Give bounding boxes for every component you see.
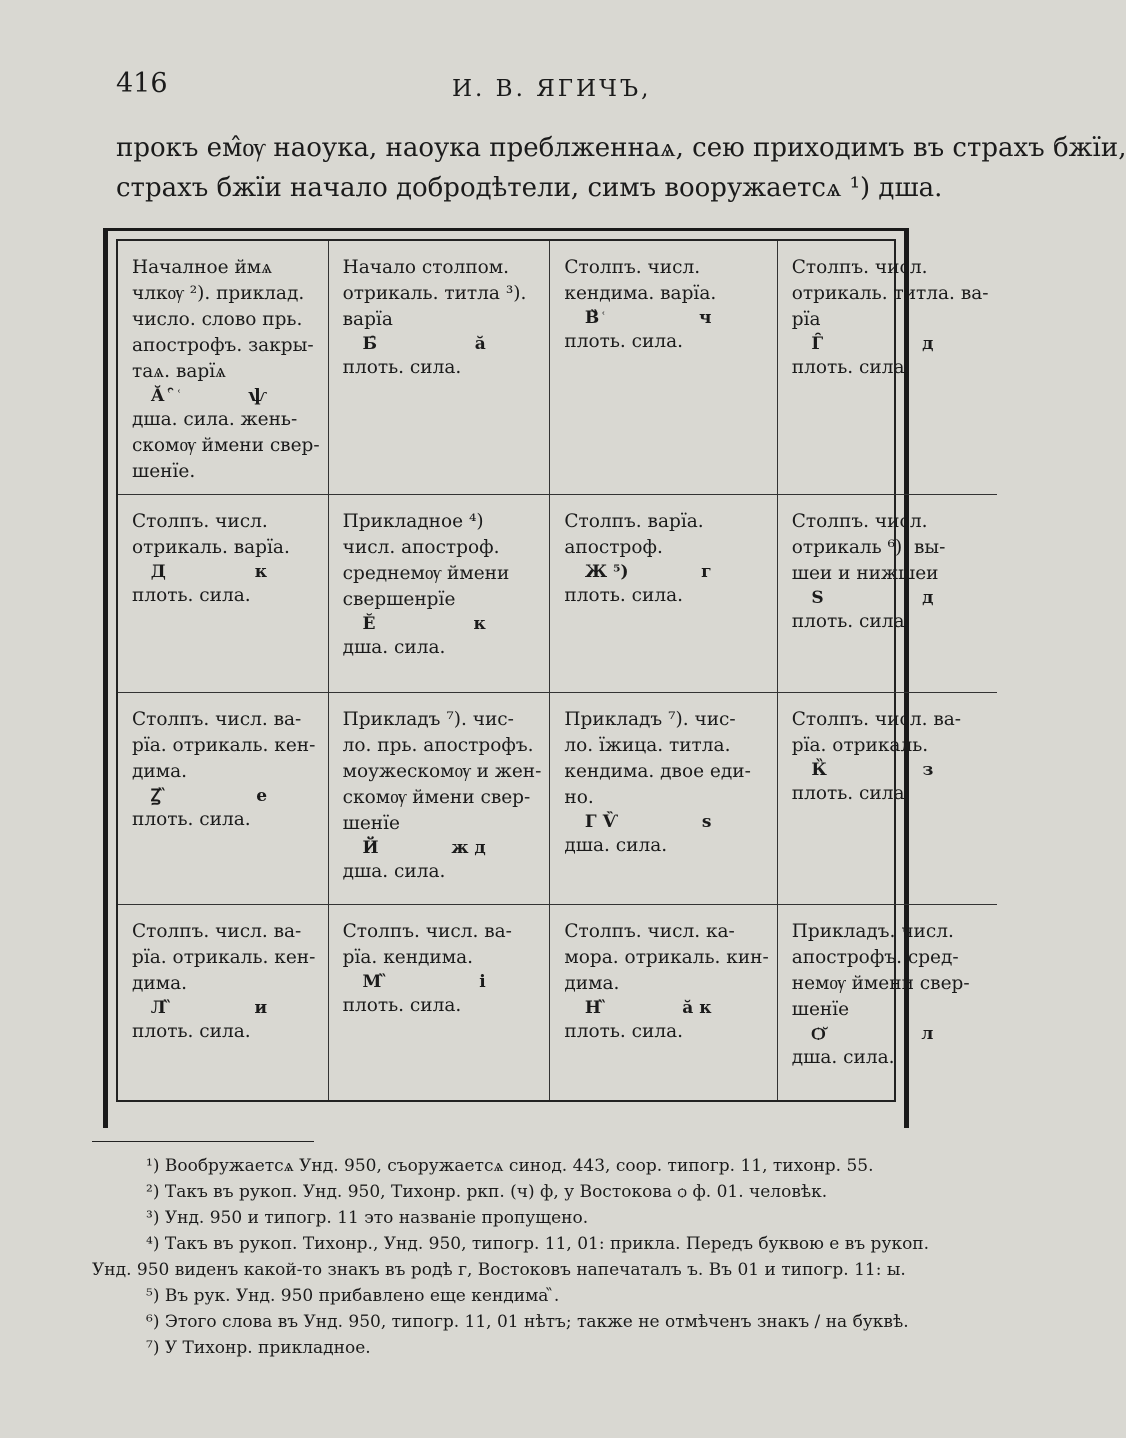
neume-sign: М ̏ <box>362 972 388 992</box>
table-cell <box>329 905 551 1100</box>
cell-text-line: плоть. сила. <box>132 809 251 830</box>
page-number: 416 <box>116 68 168 99</box>
degree-letter: з <box>922 760 934 780</box>
cell-text-line: апостроф. <box>564 537 663 558</box>
cell-text-line: отрикаль. титла. ва- <box>791 283 989 304</box>
cell-text-line: числ. апостроф. <box>342 537 500 558</box>
cell-text-line: рїа <box>791 309 821 330</box>
neume-sign: Г Ѷ <box>584 812 619 832</box>
cell-text-line: число. слово прь. <box>132 309 303 330</box>
cell-text-line: отрикаль ⁶). вы- <box>791 537 946 558</box>
notation-marks <box>343 837 486 859</box>
table-cell <box>118 241 329 495</box>
footnote: ⁵) Въ рук. Унд. 950 прибавлено еще кендима ̏. <box>146 1286 560 1306</box>
table-cell <box>550 905 777 1100</box>
cell-text-line: дша. сила. жень- <box>132 409 298 430</box>
cell-text-line: плоть. сила. <box>791 611 911 632</box>
notation-marks <box>564 997 711 1019</box>
neume-sign: Ж ⁵) <box>584 562 629 582</box>
cell-text-line: дима. <box>132 973 188 994</box>
table-cell <box>778 241 997 495</box>
degree-letter: ӑ к <box>682 998 712 1018</box>
degree-letter: ж д <box>451 838 486 858</box>
notation-table-frame <box>103 228 989 1128</box>
neume-sign: Ѕ <box>811 588 824 608</box>
cell-text-line: Столпъ. числ. <box>791 257 928 278</box>
cell-text-line: шенїе <box>342 813 400 834</box>
neume-sign: Л ̏ <box>150 998 172 1018</box>
notation-marks <box>564 307 711 329</box>
notation-marks <box>792 759 934 781</box>
cell-text-line: плоть. сила. <box>791 357 911 378</box>
cell-text-line: апострофъ. закры- <box>132 335 314 356</box>
intro-line: прокъ ем̂ѹ наоука, наоука преблженнаѧ, сею приходимъ въ страхъ бжїи, <box>116 133 1126 163</box>
notation-table <box>116 239 989 1102</box>
footnote: ¹) Вообружаетсѧ Унд. 950, съоружаетсѧ синод. 443, соор. типогр. 11, тихонр. 55. <box>146 1156 874 1176</box>
table-cell <box>329 241 551 495</box>
cell-text-line: плоть. сила. <box>564 585 684 606</box>
degree-letter: ѕ <box>701 812 712 832</box>
cell-text-line: плоть. сила. <box>564 331 684 352</box>
cell-text-line: кендима. варїа. <box>564 283 717 304</box>
cell-text-line: кендима. двое еди- <box>564 761 751 782</box>
cell-text-line: дима. <box>564 973 620 994</box>
cell-text-line: Столпъ. числ. <box>564 257 701 278</box>
neume-sign: Н ̏ <box>584 998 607 1018</box>
cell-text-line: мора. отрикаль. кин- <box>564 947 769 968</box>
cell-text-line: свершенрїе <box>342 589 456 610</box>
table-cell <box>118 905 329 1100</box>
cell-text-line: Прикладъ ⁷). чис- <box>342 709 514 730</box>
footnote: ²) Такъ въ рукоп. Унд. 950, Тихонр. ркп. (ч) ф, у Востокова ѻ ф. 01. человѣк. <box>146 1182 828 1202</box>
running-head: И. В. ЯГИЧЪ, <box>452 76 652 102</box>
degree-letter: ӑ <box>474 334 486 354</box>
cell-text-line: рїа. отрикаль. кен- <box>132 947 316 968</box>
neume-sign: Б̑ <box>362 334 378 354</box>
degree-letter: ѱ <box>248 386 268 406</box>
table-cell <box>550 495 777 693</box>
cell-text-line: Столпъ. числ. <box>132 511 268 532</box>
cell-text-line: Столпъ. варїа. <box>564 511 704 532</box>
notation-marks <box>792 1023 934 1045</box>
cell-text-line: плоть. сила. <box>342 357 462 378</box>
table-cell <box>329 693 551 905</box>
table-cell <box>118 495 329 693</box>
degree-letter: д <box>922 588 934 608</box>
degree-letter: к <box>254 562 268 582</box>
table-cell <box>118 693 329 905</box>
neume-sign: Д <box>150 562 166 582</box>
table-cell <box>778 693 997 905</box>
degree-letter: і <box>479 972 486 992</box>
cell-text-line: таѧ. варїѧ <box>132 361 227 382</box>
cell-text-line: отрикаль. титла ³). <box>342 283 527 304</box>
notation-marks <box>792 587 934 609</box>
cell-text-line: Началное ймѧ <box>132 257 273 278</box>
degree-letter: и <box>254 998 268 1018</box>
cell-text-line: варїа <box>342 309 393 330</box>
table-cell <box>778 495 997 693</box>
footnote: ⁴) Такъ въ рукоп. Тихонр., Унд. 950, типогр. 11, 01: прикла. Передъ буквою е въ рукоп. <box>146 1234 930 1254</box>
notation-marks <box>343 613 486 635</box>
cell-text-line: рїа. отрикаль. кен- <box>132 735 316 756</box>
cell-text-line: Столпъ. числ. ва- <box>132 709 302 730</box>
neume-sign: В̏ ͑ <box>584 308 604 328</box>
cell-text-line: плоть. сила. <box>342 995 462 1016</box>
cell-text-line: Столпъ. числ. ва- <box>791 709 962 730</box>
cell-text-line: апострофъ. сред- <box>791 947 959 968</box>
neume-sign: Й <box>362 838 379 858</box>
cell-text-line: скомѹ ймени свер- <box>342 787 531 808</box>
cell-text-line: Прикладное ⁴) <box>342 511 484 532</box>
notation-marks <box>132 785 267 807</box>
footnote: ⁶) Этого слова въ Унд. 950, типогр. 11, 01 нѣтъ; также не отмѣченъ знакъ / на буквѣ. <box>146 1312 909 1332</box>
cell-text-line: Столпъ. числ. ва- <box>132 921 302 942</box>
cell-text-line: отрикаль. варїа. <box>132 537 290 558</box>
cell-text-line: Столпъ. числ. ва- <box>342 921 512 942</box>
cell-text-line: плоть. сила. <box>564 1021 684 1042</box>
cell-text-line: среднемѹ ймени <box>342 563 510 584</box>
footnote: Унд. 950 виденъ какой-то знакъ въ родѣ г, Востоковъ напечаталъ ъ. Въ 01 и типогр. 11: ы. <box>92 1260 906 1280</box>
notation-marks <box>132 385 267 407</box>
cell-text-line: ло. їжица. титла. <box>564 735 731 756</box>
footnote: ³) Унд. 950 и типогр. 11 это названіе пропущено. <box>146 1208 589 1228</box>
cell-text-line: Прикладъ ⁷). чис- <box>564 709 736 730</box>
cell-text-line: Столпъ. числ. ка- <box>564 921 735 942</box>
neume-sign: Г̑ <box>811 334 824 354</box>
cell-text-line: шенїе. <box>132 461 196 482</box>
cell-text-line: Столпъ. числ. <box>791 511 928 532</box>
cell-text-line: но. <box>564 787 594 808</box>
notation-marks <box>564 561 711 583</box>
cell-text-line: шенїе <box>791 999 850 1020</box>
cell-text-line: дима. <box>132 761 188 782</box>
cell-text-line: члкѹ ²). приклад. <box>132 283 305 304</box>
cell-text-line: шеи и нижшеи <box>791 563 939 584</box>
degree-letter: д <box>922 334 934 354</box>
cell-text-line: дша. сила. <box>564 835 668 856</box>
degree-letter: г <box>701 562 712 582</box>
cell-text-line: скомѹ ймени свер- <box>132 435 320 456</box>
degree-letter: л <box>921 1024 934 1044</box>
degree-letter: ч <box>699 308 712 328</box>
notation-marks <box>132 561 267 583</box>
notation-marks <box>343 971 486 993</box>
footnote-divider <box>92 1141 314 1142</box>
cell-text-line: плоть. сила. <box>132 585 251 606</box>
cell-text-line: немѹ ймени свер- <box>791 973 970 994</box>
notation-marks <box>132 997 267 1019</box>
neume-sign: Ѻ̆ <box>811 1024 826 1044</box>
table-cell <box>778 905 997 1100</box>
notation-marks <box>564 811 711 833</box>
neume-sign: Ӑ ͑ ̑ ͑ <box>150 386 180 406</box>
footnotes <box>92 1153 930 1361</box>
cell-text-line: рїа. отрикаль. <box>791 735 929 756</box>
cell-text-line: дша. сила. <box>342 637 446 658</box>
intro-paragraph <box>116 128 1126 208</box>
degree-letter: к <box>473 614 486 634</box>
cell-text-line: рїа. кендима. <box>342 947 474 968</box>
footnote: ⁷) У Тихонр. прикладное. <box>146 1338 371 1358</box>
cell-text-line: Прикладъ. числ. <box>791 921 954 942</box>
cell-text-line: плоть. сила. <box>791 783 911 804</box>
neume-sign: Ꙁ ̏ <box>150 786 167 806</box>
intro-line: страхъ бжїи начало добродѣтели, симъ вооружаетсѧ ¹) дша. <box>116 173 943 203</box>
notation-marks <box>792 333 934 355</box>
cell-text-line: моужескомѹ и жен- <box>342 761 542 782</box>
cell-text-line: плоть. сила. <box>132 1021 251 1042</box>
table-cell <box>329 495 551 693</box>
cell-text-line: Начало столпом. <box>342 257 510 278</box>
table-cell <box>550 693 777 905</box>
neume-sign: Ӗ <box>362 614 376 634</box>
cell-text-line: дша. сила. <box>791 1047 895 1068</box>
notation-marks <box>343 333 486 355</box>
degree-letter: е <box>256 786 268 806</box>
neume-sign: К̏ <box>811 760 827 780</box>
cell-text-line: дша. сила. <box>342 861 446 882</box>
table-cell <box>550 241 777 495</box>
cell-text-line: ло. прь. апострофъ. <box>342 735 534 756</box>
